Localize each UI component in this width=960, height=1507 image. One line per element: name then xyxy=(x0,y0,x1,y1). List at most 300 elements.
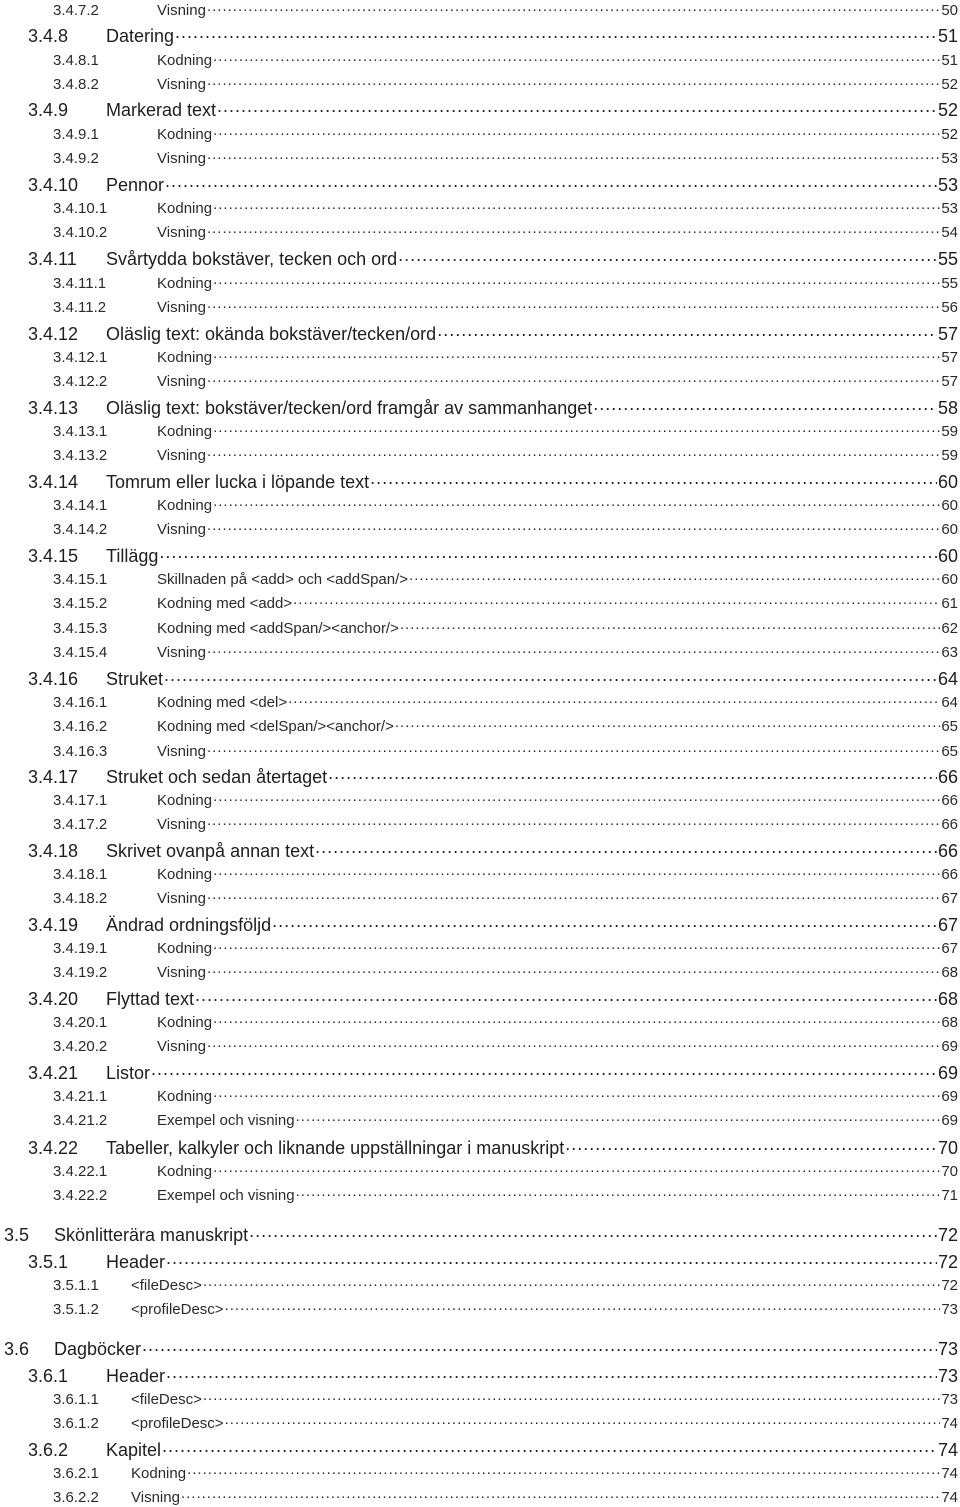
toc-entry-title: <profileDesc> xyxy=(131,1301,224,1318)
toc-entry-page: 60 xyxy=(937,546,958,566)
toc-entry[interactable] xyxy=(53,445,958,463)
toc-entry-title: Kodning xyxy=(157,1014,213,1031)
toc-entry-page: 62 xyxy=(941,620,958,637)
toc-entry-number: 3.5.1 xyxy=(28,1252,69,1272)
toc-entry-number: 3.4.13 xyxy=(28,398,79,418)
toc-entry-page: 67 xyxy=(937,915,958,935)
toc-entry-number: 3.4.10.2 xyxy=(53,224,108,241)
toc-entry[interactable] xyxy=(53,569,958,587)
toc-entry-title: Kodning med <addSpan/><anchor/> xyxy=(157,620,399,637)
toc-dot-leader xyxy=(195,987,937,1005)
toc-entry-page: 57 xyxy=(937,324,958,344)
toc-entry-title: Visning xyxy=(157,890,206,907)
toc-entry-title: Oläslig text: bokstäver/tecken/ord framgår av sammanhanget xyxy=(106,398,593,418)
toc-entry[interactable] xyxy=(53,74,958,92)
toc-entry-page: 68 xyxy=(937,989,958,1009)
toc-entry-number: 3.4.17.1 xyxy=(53,792,108,809)
toc-entry[interactable] xyxy=(53,421,958,439)
toc-entry-page: 74 xyxy=(941,1465,958,1482)
toc-entry-number: 3.4.10.1 xyxy=(53,200,108,217)
toc-entry-page: 72 xyxy=(941,1277,958,1294)
toc-entry-page: 58 xyxy=(937,398,958,418)
toc-entry-title: Kodning med <del> xyxy=(157,694,288,711)
toc-entry-title: Kodning xyxy=(157,792,213,809)
toc-dot-leader xyxy=(207,74,940,89)
toc-entry-page: 72 xyxy=(937,1252,958,1272)
toc-entry-page: 69 xyxy=(941,1038,958,1055)
toc-dot-leader xyxy=(207,1036,940,1051)
toc-entry-number: 3.4.12 xyxy=(28,324,79,344)
toc-dot-leader xyxy=(398,247,937,265)
toc-entry-page: 50 xyxy=(941,2,958,19)
toc-entry-number: 3.4.12.1 xyxy=(53,349,108,366)
toc-dot-leader xyxy=(203,1275,940,1290)
toc-entry[interactable] xyxy=(28,765,958,786)
toc-entry-number: 3.6.1 xyxy=(28,1366,69,1386)
toc-entry-page: 66 xyxy=(941,792,958,809)
toc-dot-leader xyxy=(213,495,940,510)
toc-entry[interactable] xyxy=(4,1337,958,1358)
toc-entry-number: 3.4.12.2 xyxy=(53,373,108,390)
toc-entry-title: Visning xyxy=(157,521,206,538)
toc-entry-number: 3.4.20.2 xyxy=(53,1038,108,1055)
toc-entry[interactable] xyxy=(28,667,958,688)
toc-entry-number: 3.4.19.2 xyxy=(53,964,108,981)
toc-entry[interactable] xyxy=(53,864,958,882)
toc-entry-title: Visning xyxy=(157,1038,206,1055)
toc-entry-page: 52 xyxy=(937,100,958,120)
toc-entry-page: 60 xyxy=(937,472,958,492)
toc-entry[interactable] xyxy=(53,1185,958,1203)
toc-entry-title: Tabeller, kalkyler och liknande uppställningar i manuskript xyxy=(106,1138,565,1158)
toc-entry-page: 52 xyxy=(941,76,958,93)
toc-entry[interactable] xyxy=(28,544,958,565)
toc-entry-number: 3.4.15.4 xyxy=(53,644,108,661)
toc-dot-leader xyxy=(207,222,940,237)
toc-entry-title: Header xyxy=(106,1366,166,1386)
toc-entry-number: 3.4.9.1 xyxy=(53,126,99,143)
toc-entry-title: Visning xyxy=(157,373,206,390)
toc-entry[interactable] xyxy=(53,1463,958,1481)
toc-dot-leader xyxy=(565,1136,937,1154)
toc-entry-title: Header xyxy=(106,1252,166,1272)
toc-dot-leader xyxy=(203,1389,940,1404)
toc-entry-number: 3.4.17 xyxy=(28,767,79,787)
toc-entry[interactable] xyxy=(28,839,958,860)
toc-entry-page: 66 xyxy=(937,841,958,861)
toc-entry-page: 60 xyxy=(941,571,958,588)
toc-entry-page: 73 xyxy=(941,1301,958,1318)
toc-entry-page: 55 xyxy=(941,275,958,292)
toc-entry-number: 3.4.15.1 xyxy=(53,571,108,588)
toc-entry-title: Datering xyxy=(106,26,175,46)
toc-entry-title: Pennor xyxy=(106,175,165,195)
toc-entry[interactable] xyxy=(28,987,958,1008)
toc-dot-leader xyxy=(593,396,937,414)
toc-entry-number: 3.6.2.2 xyxy=(53,1489,99,1506)
toc-dot-leader xyxy=(207,0,940,15)
toc-entry-number: 3.4.21 xyxy=(28,1063,79,1083)
toc-entry-number: 3.4.15.3 xyxy=(53,620,108,637)
toc-entry[interactable] xyxy=(53,642,958,660)
toc-entry-number: 3.4.14 xyxy=(28,472,79,492)
toc-entry[interactable] xyxy=(53,347,958,365)
toc-dot-leader xyxy=(213,50,940,65)
toc-entry-page: 60 xyxy=(941,497,958,514)
toc-dot-leader xyxy=(207,642,940,657)
toc-dot-leader xyxy=(151,1061,937,1079)
toc-entry[interactable] xyxy=(53,1086,958,1104)
toc-dot-leader xyxy=(213,1161,940,1176)
toc-dot-leader xyxy=(315,839,937,857)
toc-entry[interactable] xyxy=(53,618,958,636)
toc-entry-number: 3.4.16 xyxy=(28,669,79,689)
toc-entry-page: 73 xyxy=(941,1391,958,1408)
toc-entry-number: 3.4.11.1 xyxy=(53,275,107,292)
toc-entry[interactable] xyxy=(53,716,958,734)
toc-entry-page: 73 xyxy=(937,1339,958,1359)
toc-entry-page: 57 xyxy=(941,349,958,366)
toc-entry[interactable] xyxy=(53,124,958,142)
toc-entry[interactable] xyxy=(28,1438,958,1459)
toc-entry-title: Visning xyxy=(157,964,206,981)
toc-entry-title: Kodning xyxy=(157,200,213,217)
toc-entry-number: 3.5 xyxy=(4,1225,30,1245)
toc-entry[interactable] xyxy=(53,1036,958,1054)
toc-entry-page: 69 xyxy=(937,1063,958,1083)
toc-dot-leader xyxy=(175,24,937,42)
toc-entry-page: 67 xyxy=(941,890,958,907)
toc-dot-leader xyxy=(207,962,940,977)
toc-entry-number: 3.6.1.1 xyxy=(53,1391,99,1408)
toc-entry-page: 74 xyxy=(941,1415,958,1432)
toc-dot-leader xyxy=(162,1438,937,1456)
toc-entry-title: Kodning xyxy=(157,1163,213,1180)
toc-entry-page: 52 xyxy=(941,126,958,143)
toc-entry-page: 71 xyxy=(941,1187,958,1204)
toc-entry-title: Kodning xyxy=(157,349,213,366)
toc-dot-leader xyxy=(207,814,940,829)
toc-entry[interactable] xyxy=(28,396,958,417)
toc-entry-title: Skönlitterära manuskript xyxy=(54,1225,249,1245)
toc-entry-title: Listor xyxy=(106,1063,151,1083)
toc-dot-leader xyxy=(249,1223,937,1241)
toc-entry-number: 3.4.22.1 xyxy=(53,1163,108,1180)
toc-entry-title: Kodning xyxy=(157,497,213,514)
toc-entry[interactable] xyxy=(53,273,958,291)
toc-entry[interactable] xyxy=(28,173,958,194)
toc-entry[interactable] xyxy=(28,24,958,45)
toc-dot-leader xyxy=(207,297,940,312)
toc-entry-page: 64 xyxy=(937,669,958,689)
toc-entry-number: 3.4.18.2 xyxy=(53,890,108,907)
toc-dot-leader xyxy=(187,1463,940,1478)
toc-entry-title: Flyttad text xyxy=(106,989,195,1009)
toc-entry[interactable] xyxy=(53,741,958,759)
toc-entry-number: 3.4.16.3 xyxy=(53,743,108,760)
toc-entry[interactable] xyxy=(53,297,958,315)
toc-entry-page: 54 xyxy=(941,224,958,241)
toc-entry-number: 3.4.13.2 xyxy=(53,447,108,464)
toc-entry-page: 66 xyxy=(941,816,958,833)
toc-entry-page: 64 xyxy=(941,694,958,711)
toc-entry[interactable] xyxy=(28,1364,958,1385)
toc-entry-number: 3.4.20.1 xyxy=(53,1014,108,1031)
toc-entry-title: Svårtydda bokstäver, tecken och ord xyxy=(106,249,398,269)
toc-entry-number: 3.4.14.1 xyxy=(53,497,108,514)
toc-dot-leader xyxy=(213,273,940,288)
toc-dot-leader xyxy=(272,913,937,931)
toc-entry-title: Kodning xyxy=(157,866,213,883)
toc-entry[interactable] xyxy=(4,1223,958,1244)
toc-entry[interactable] xyxy=(53,50,958,68)
toc-dot-leader xyxy=(207,741,940,756)
toc-entry-title: Visning xyxy=(131,1489,180,1506)
toc-dot-leader xyxy=(213,1012,940,1027)
toc-entry-page: 65 xyxy=(941,718,958,735)
toc-entry[interactable] xyxy=(28,1250,958,1271)
toc-dot-leader xyxy=(400,618,940,633)
toc-entry-page: 68 xyxy=(941,964,958,981)
toc-entry[interactable] xyxy=(28,1061,958,1082)
toc-entry-title: <fileDesc> xyxy=(131,1391,202,1408)
toc-entry[interactable] xyxy=(28,247,958,268)
toc-entry-page: 57 xyxy=(941,373,958,390)
toc-entry-title: Kodning xyxy=(131,1465,187,1482)
toc-entry-title: Skrivet ovanpå annan text xyxy=(106,841,315,861)
toc-entry[interactable] xyxy=(53,1012,958,1030)
toc-entry-page: 53 xyxy=(937,175,958,195)
toc-entry-number: 3.4.19.1 xyxy=(53,940,108,957)
toc-entry-number: 3.6.2 xyxy=(28,1440,69,1460)
toc-entry-page: 69 xyxy=(941,1112,958,1129)
toc-entry[interactable] xyxy=(53,1161,958,1179)
toc-entry[interactable] xyxy=(53,222,958,240)
toc-entry[interactable] xyxy=(28,1136,958,1157)
toc-dot-leader xyxy=(213,864,940,879)
toc-entry-title: Kapitel xyxy=(106,1440,162,1460)
toc-dot-leader xyxy=(165,173,937,191)
toc-entry-title: Visning xyxy=(157,447,206,464)
toc-entry-number: 3.6.1.2 xyxy=(53,1415,99,1432)
toc-dot-leader xyxy=(370,470,937,488)
toc-entry-number: 3.4.9.2 xyxy=(53,150,99,167)
toc-entry-title: Tillägg xyxy=(106,546,159,566)
toc-entry-page: 56 xyxy=(941,299,958,316)
toc-entry-title: Dagböcker xyxy=(54,1339,142,1359)
toc-entry-number: 3.4.20 xyxy=(28,989,79,1009)
toc-entry-page: 72 xyxy=(937,1225,958,1245)
toc-entry-title: Exempel och visning xyxy=(157,1187,295,1204)
toc-entry-title: Visning xyxy=(157,150,206,167)
toc-entry-number: 3.4.18.1 xyxy=(53,866,108,883)
toc-entry-title: Kodning med <delSpan/><anchor/> xyxy=(157,718,394,735)
toc-entry-title: Visning xyxy=(157,743,206,760)
toc-entry-title: Kodning xyxy=(157,275,213,292)
toc-dot-leader xyxy=(213,1086,940,1101)
toc-entry-title: Visning xyxy=(157,2,206,19)
toc-entry-number: 3.6.2.1 xyxy=(53,1465,99,1482)
toc-dot-leader xyxy=(142,1337,937,1355)
toc-dot-leader xyxy=(181,1487,940,1502)
toc-entry-number: 3.4.22.2 xyxy=(53,1187,108,1204)
toc-entry-page: 68 xyxy=(941,1014,958,1031)
toc-entry[interactable] xyxy=(53,1299,958,1317)
toc-entry-title: Kodning xyxy=(157,423,213,440)
toc-entry[interactable] xyxy=(53,938,958,956)
toc-entry-title: Visning xyxy=(157,224,206,241)
toc-entry-number: 3.4.11.2 xyxy=(53,299,107,316)
toc-entry-title: Visning xyxy=(157,76,206,93)
toc-dot-leader xyxy=(225,1413,941,1428)
toc-entry-title: Visning xyxy=(157,299,206,316)
toc-entry-number: 3.4.8.1 xyxy=(53,52,99,69)
toc-entry-title: Ändrad ordningsföljd xyxy=(106,915,272,935)
toc-entry[interactable] xyxy=(28,98,958,119)
toc-entry-number: 3.4.21.1 xyxy=(53,1088,108,1105)
toc-entry-title: Visning xyxy=(157,644,206,661)
toc-dot-leader xyxy=(207,519,940,534)
toc-entry-title: Struket och sedan återtaget xyxy=(106,767,328,787)
toc-entry-number: 3.5.1.2 xyxy=(53,1301,99,1318)
toc-entry[interactable] xyxy=(53,148,958,166)
toc-dot-leader xyxy=(293,593,940,608)
toc-entry-page: 70 xyxy=(941,1163,958,1180)
toc-entry-page: 67 xyxy=(941,940,958,957)
toc-entry-page: 51 xyxy=(941,52,958,69)
toc-entry-page: 55 xyxy=(937,249,958,269)
toc-entry[interactable] xyxy=(53,692,958,710)
toc-entry[interactable] xyxy=(53,1275,958,1293)
toc-entry-number: 3.4.13.1 xyxy=(53,423,108,440)
toc-entry-page: 53 xyxy=(941,200,958,217)
toc-entry-page: 74 xyxy=(941,1489,958,1506)
toc-entry-page: 70 xyxy=(937,1138,958,1158)
toc-dot-leader xyxy=(164,667,937,685)
toc-dot-leader xyxy=(166,1364,937,1382)
toc-entry-number: 3.4.8 xyxy=(28,26,69,46)
toc-dot-leader xyxy=(328,765,937,783)
toc-entry-number: 3.4.17.2 xyxy=(53,816,108,833)
toc-entry[interactable] xyxy=(53,1487,958,1505)
toc-entry[interactable] xyxy=(53,519,958,537)
toc-dot-leader xyxy=(296,1185,941,1200)
toc-entry[interactable] xyxy=(28,470,958,491)
toc-entry-number: 3.4.10 xyxy=(28,175,79,195)
toc-entry-number: 3.4.16.2 xyxy=(53,718,108,735)
toc-entry-title: Tomrum eller lucka i löpande text xyxy=(106,472,370,492)
toc-entry-title: <fileDesc> xyxy=(131,1277,202,1294)
toc-entry-title: Markerad text xyxy=(106,100,217,120)
toc-entry-page: 51 xyxy=(937,26,958,46)
toc-dot-leader xyxy=(437,322,937,340)
toc-entry-page: 69 xyxy=(941,1088,958,1105)
toc-entry-number: 3.4.18 xyxy=(28,841,79,861)
toc-entry-title: <profileDesc> xyxy=(131,1415,224,1432)
toc-entry-title: Oläslig text: okända bokstäver/tecken/ord xyxy=(106,324,437,344)
toc-entry-number: 3.4.21.2 xyxy=(53,1112,108,1129)
toc-entry-page: 60 xyxy=(941,521,958,538)
toc-dot-leader xyxy=(395,716,940,731)
toc-entry[interactable] xyxy=(53,1110,958,1128)
toc-entry[interactable] xyxy=(53,371,958,389)
toc-entry-number: 3.4.7.2 xyxy=(53,2,99,19)
toc-dot-leader xyxy=(217,98,937,116)
toc-dot-leader xyxy=(213,198,940,213)
toc-dot-leader xyxy=(207,371,940,386)
toc-dot-leader xyxy=(213,938,940,953)
toc-entry-number: 3.4.16.1 xyxy=(53,694,108,711)
toc-entry-title: Kodning xyxy=(157,940,213,957)
toc-entry-title: Exempel och visning xyxy=(157,1112,295,1129)
toc-dot-leader xyxy=(166,1250,937,1268)
toc-dot-leader xyxy=(296,1110,941,1125)
toc-entry-page: 66 xyxy=(941,866,958,883)
toc-entry-page: 59 xyxy=(941,447,958,464)
toc-dot-leader xyxy=(213,421,940,436)
toc-entry[interactable] xyxy=(28,322,958,343)
toc-entry[interactable] xyxy=(53,962,958,980)
toc-entry[interactable] xyxy=(53,198,958,216)
toc-dot-leader xyxy=(213,790,940,805)
toc-entry-title: Kodning xyxy=(157,52,213,69)
toc-dot-leader xyxy=(207,445,940,460)
toc-entry[interactable] xyxy=(53,1389,958,1407)
toc-entry-title: Kodning xyxy=(157,1088,213,1105)
toc-entry-page: 66 xyxy=(937,767,958,787)
toc-entry[interactable] xyxy=(53,0,958,18)
toc-entry-page: 59 xyxy=(941,423,958,440)
toc-entry-number: 3.4.19 xyxy=(28,915,79,935)
toc-entry-title: Visning xyxy=(157,816,206,833)
toc-entry-number: 3.6 xyxy=(4,1339,30,1359)
toc-entry-number: 3.4.9 xyxy=(28,100,69,120)
toc-dot-leader xyxy=(225,1299,941,1314)
toc-entry[interactable] xyxy=(53,790,958,808)
toc-entry-page: 61 xyxy=(941,595,958,612)
toc-dot-leader xyxy=(409,569,940,584)
toc-entry-number: 3.4.14.2 xyxy=(53,521,108,538)
toc-entry-number: 3.5.1.1 xyxy=(53,1277,99,1294)
toc-entry-title: Skillnaden på <add> och <addSpan/> xyxy=(157,571,409,588)
toc-entry[interactable] xyxy=(53,1413,958,1431)
toc-entry[interactable] xyxy=(53,888,958,906)
toc-entry-page: 73 xyxy=(937,1366,958,1386)
toc-entry-page: 74 xyxy=(937,1440,958,1460)
toc-entry-number: 3.4.22 xyxy=(28,1138,79,1158)
toc-dot-leader xyxy=(159,544,937,562)
toc-entry-title: Struket xyxy=(106,669,164,689)
toc-entry[interactable] xyxy=(28,913,958,934)
toc-entry-number: 3.4.15 xyxy=(28,546,79,566)
toc-entry[interactable] xyxy=(53,593,958,611)
toc-dot-leader xyxy=(207,888,940,903)
toc-entry-title: Kodning xyxy=(157,126,213,143)
toc-entry-number: 3.4.15.2 xyxy=(53,595,108,612)
toc-dot-leader xyxy=(288,692,940,707)
toc-dot-leader xyxy=(213,124,940,139)
toc-entry-page: 63 xyxy=(941,644,958,661)
toc-dot-leader xyxy=(213,347,940,362)
toc-entry-page: 53 xyxy=(941,150,958,167)
toc-entry-title: Kodning med <add> xyxy=(157,595,293,612)
toc-entry[interactable] xyxy=(53,495,958,513)
toc-entry-number: 3.4.11 xyxy=(28,249,77,269)
toc-entry[interactable] xyxy=(53,814,958,832)
toc-entry-page: 65 xyxy=(941,743,958,760)
toc-dot-leader xyxy=(207,148,940,163)
toc-entry-number: 3.4.8.2 xyxy=(53,76,99,93)
